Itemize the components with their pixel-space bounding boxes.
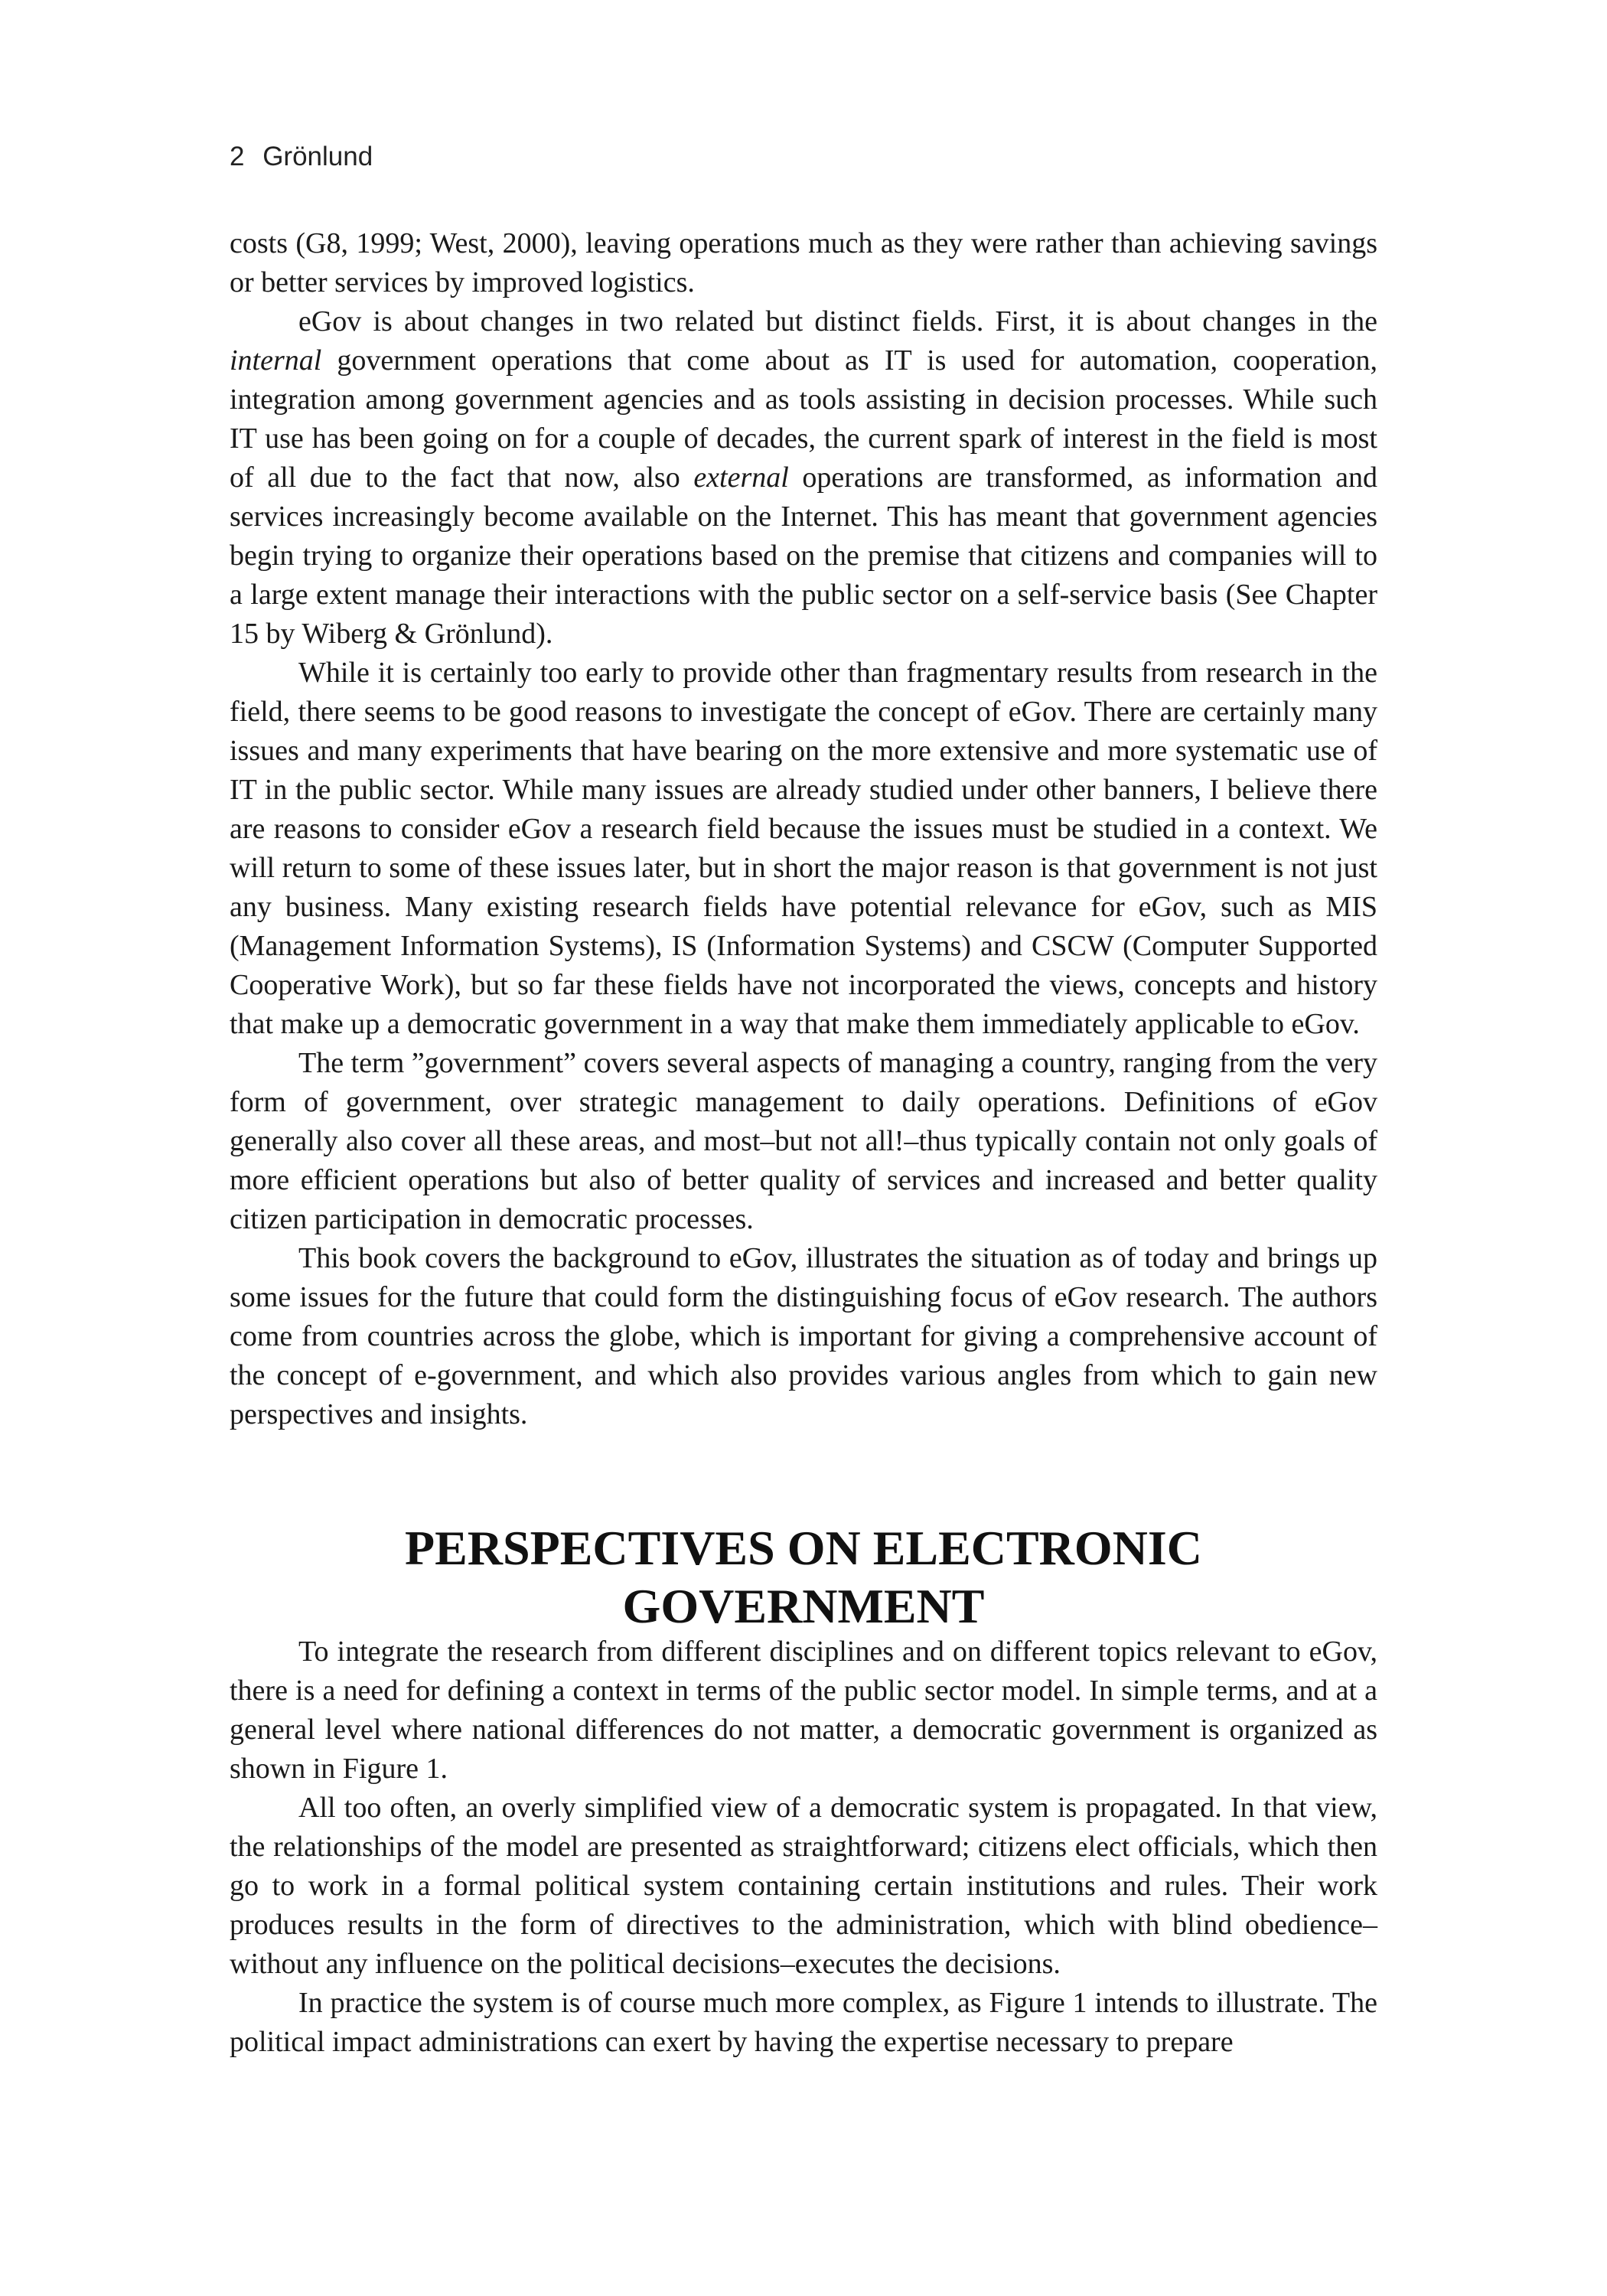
- section-heading-line-1: PERSPECTIVES ON ELECTRONIC: [405, 1521, 1202, 1575]
- section-heading-line-2: GOVERNMENT: [622, 1579, 985, 1633]
- paragraph: The term ”government” covers several aspects of managing a country, ranging from the very form of government, over strategic management to daily operations. Definitions of eGov generally also cover all these areas, and most–but not all!–thus typically contain not only goals of more efficient operations but also of better quality of services and increased and better quality citizen participation in democratic processes.: [230, 1047, 1377, 1235]
- paragraph: All too often, an overly simplified view of a democratic system is propagated. In that view, the relationships of the model are presented as straightforward; citizens elect officials, which then go to work in a formal political system containing certain institutions and rules. Their work produces results in the form of directives to the administration, which with blind obedience–without any influence on the political decisions–executes the decisions.: [230, 1792, 1377, 1980]
- emphasis-external: external: [693, 461, 789, 494]
- emphasis-internal: internal: [230, 344, 322, 377]
- text-run: operations are transformed, as information and services increasingly become available on the Internet. This has meant that government agencies begin trying to organize their operations based on the premise that citizens and companies will to a large extent manage their interactions with the public sector on a self-service basis (See Chapter 15 by Wiberg & Grönlund).: [230, 461, 1377, 650]
- section-heading: [230, 1519, 1377, 1636]
- paragraph: [230, 302, 1377, 654]
- paragraph: This book covers the background to eGov, illustrates the situation as of today and brings up some issues for the future that could form the distinguishing focus of eGov research. The authors come from countries across the globe, which is important for giving a comprehensive account of the concept of e-government, and which also provides various angles from which to gain new perspectives and insights.: [230, 1242, 1377, 1430]
- paragraph: While it is certainly too early to provide other than fragmentary results from research in the field, there seems to be good reasons to investigate the concept of eGov. There are certainly many issues and many experiments that have bearing on the more extensive and more systematic use of IT in the public sector. While many issues are already studied under other banners, I believe there are reasons to consider eGov a research field because the issues must be studied in a context. We will return to some of these issues later, but in short the major reason is that government is not just any business. Many existing research fields have potential relevance for eGov, such as MIS (Management Information Systems), IS (Information Systems) and CSCW (Computer Supported Cooperative Work), but so far these fields have not incorporated the views, concepts and history that make up a democratic government in a way that make them immediately applicable to eGov.: [230, 657, 1377, 1040]
- running-head: [230, 142, 383, 172]
- paragraph: In practice the system is of course much more complex, as Figure 1 intends to illustrate. The political impact administrations can exert by having the expertise necessary to prepare: [230, 1987, 1377, 2058]
- page-number: 2: [230, 142, 245, 171]
- body-text-section-two: [230, 1632, 1377, 2062]
- paragraph: costs (G8, 1999; West, 2000), leaving operations much as they were rather than achieving savings or better services by improved logistics.: [230, 227, 1377, 298]
- paragraph: To integrate the research from different disciplines and on different topics relevant to eGov, there is a need for defining a context in terms of the public sector model. In simple terms, and at a general level where national differences do not matter, a democratic government is organized as shown in Figure 1.: [230, 1636, 1377, 1785]
- running-head-author: Grönlund: [262, 142, 373, 171]
- text-run: government operations that come about as IT is used for automation, cooperation, integration among government agencies and as tools assisting in decision processes. While such IT use has been going on for a couple of decades, the current spark of interest in the field is most of all due to the fact that now, also: [230, 344, 1377, 494]
- body-text-section-one: [230, 224, 1377, 1434]
- text-run: eGov is about changes in two related but distinct fields. First, it is about changes in the: [298, 305, 1377, 338]
